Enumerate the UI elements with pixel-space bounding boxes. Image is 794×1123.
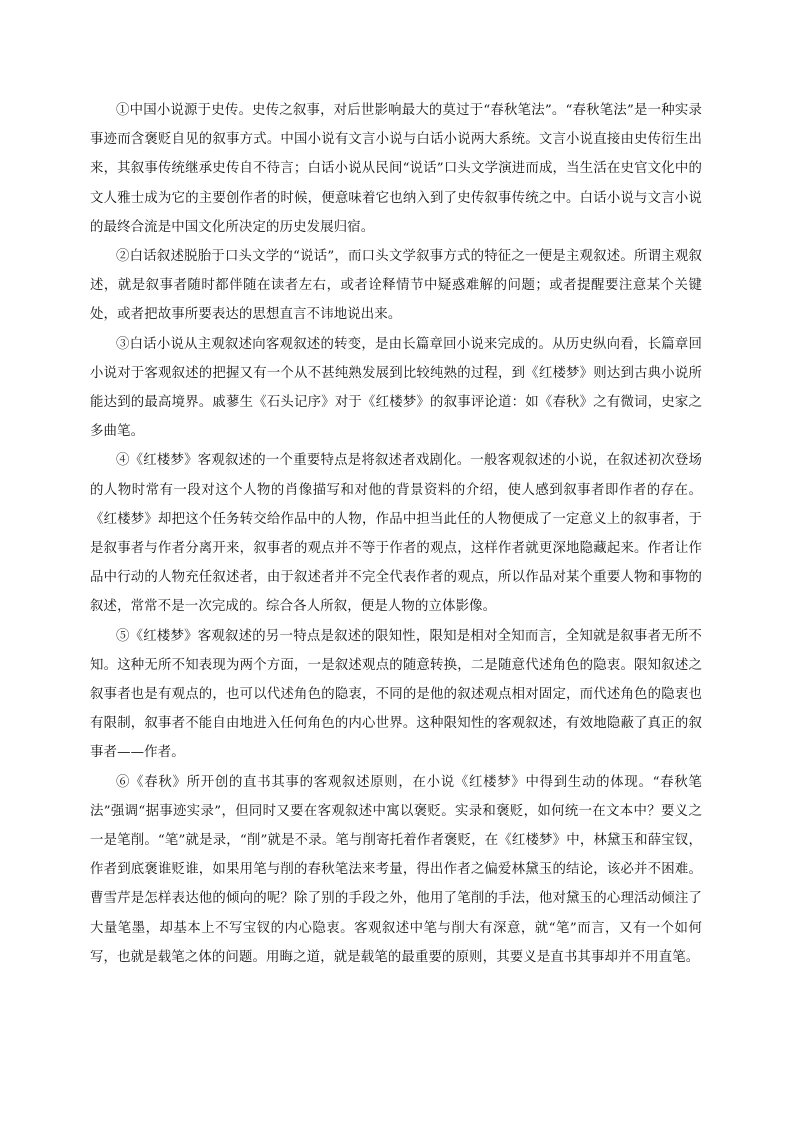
paragraph-2: ②白话叙述脱胎于口头文学的“说话”，而口头文学叙事方式的特征之一便是主观叙述。所谓主观叙述，就是叙事者随时都伴随在读者左右，或者诠释情节中疑惑难解的问题；或者提醒要注意某个关键处，或者把故事所要表达的思想直言不讳地说出来。 [90,249,702,323]
paragraph-1: ①中国小说源于史传。史传之叙事，对后世影响最大的莫过于“春秋笔法”。“春秋笔法”是一种实录事迹而含褒贬自见的叙事方式。中国小说有文言小说与白话小说两大系统。文言小说直接由史传衍生出来，其叙事传统继承史传自不待言；白话小说从民间“说话”口头文学演进而成，当生活在史官文化中的文人雅士成为它的主要创作者的时候，便意味着它也纳入到了史传叙事传统之中。白话小说与文言小说的最终合流是中国文化所决定的历史发展归宿。 [90,103,702,235]
paragraph-6: ⑥《春秋》所开创的直书其事的客观叙述原则，在小说《红楼梦》中得到生动的体现。“春秋笔法”强调“据事迹实录”，但同时又要在客观叙述中寓以褒贬。实录和褒贬，如何统一在文本中？要义之一是笔削。“笔”就是录，“削”就是不录。笔与削寄托着作者褒贬，在《红楼梦》中，林黛玉和薛宝钗，作者到底褒谁贬谁，如果用笔与削的春秋笔法来考量，得出作者之偏爱林黛玉的结论，该必并不困难。曹雪芹是怎样表达他的倾向的呢？除了别的手段之外，他用了笔削的手法，他对黛玉的心理活动倾注了大量笔墨，却基本上不写宝钗的内心隐衷。客观叙述中笔与削大有深意，就“笔”而言，又有一个如何写，也就是载笔之体的问题。用晦之道，就是载笔的最重要的原则，其要义是直书其事却并不用直笔。 [90,774,702,965]
paragraph-3: ③白话小说从主观叙述向客观叙述的转变，是由长篇章回小说来完成的。从历史纵向看，长篇章回小说对于客观叙述的把握又有一个从不甚纯熟发展到比较纯熟的过程，到《红楼梦》则达到古典小说所能达到的最高境界。戚蓼生《石头记序》对于《红楼梦》的叙事评论道：如《春秋》之有微词，史家之多曲笔。 [90,336,702,440]
paragraph-4: ④《红楼梦》客观叙述的一个重要特点是将叙述者戏剧化。一般客观叙述的小说，在叙述初次登场的人物时常有一段对这个人物的肖像描写和对他的背景资料的介绍，使人感到叙事者即作者的存在。《红楼梦》却把这个任务转交给作品中的人物，作品中担当此任的人物便成了一定意义上的叙事者，于是叙事者与作者分离开来，叙事者的观点并不等于作者的观点，这样作者就更深地隐藏起来。作者让作品中行动的人物充任叙述者，由于叙述者并不完全代表作者的观点，所以作品对某个重要人物和事物的叙述，常常不是一次完成的。综合各人所叙，便是人物的立体影像。 [90,453,702,615]
paragraph-5: ⑤《红楼梦》客观叙述的另一特点是叙述的限知性，限知是相对全知而言，全知就是叙事者无所不知。这种无所不知表现为两个方面，一是叙述观点的随意转换，二是随意代述角色的隐衷。限知叙述之叙事者也是有观点的，也可以代述角色的隐衷，不同的是他的叙述观点相对固定，而代述角色的隐衷也有限制，叙事者不能自由地进入任何角色的内心世界。这种限知性的客观叙述，有效地隐蔽了真正的叙事者——作者。 [90,628,702,761]
